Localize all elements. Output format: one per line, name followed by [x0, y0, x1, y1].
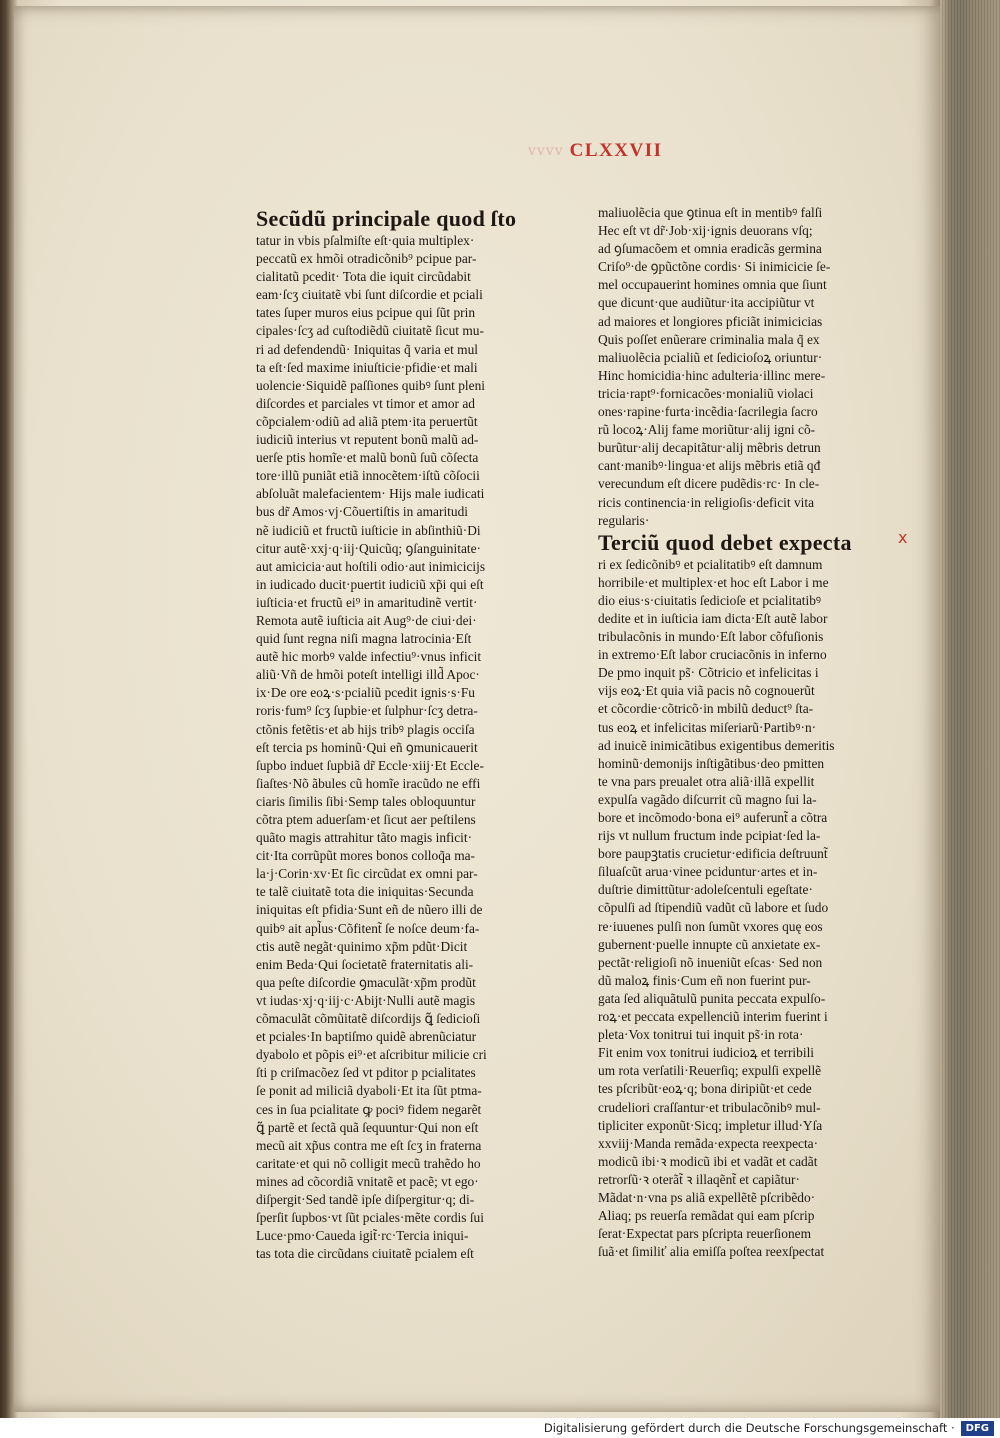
text-line: maliuolẽcia que ꝯtinua eſt in mentibꝰ falſi — [598, 205, 823, 220]
text-line: ciaris ſimilis ſibi·Semp tales obloquuntur — [256, 793, 476, 809]
text-line: ta eſt·ſed maxime iniuſticie·pfidie·et mali — [256, 359, 478, 375]
text-line: iuſticia·et fructũ ei⁹ in amaritudinẽ vertit· — [256, 594, 478, 610]
text-line: dio eius·s·ciuitatis ſedicioſe et pcialitatibꝰ — [598, 592, 822, 608]
text-line: cõmaculãt cõmũitatẽ diſcordijs ꝗ̃ ſedicioſi — [256, 1011, 481, 1027]
right-column-body-top — [598, 204, 898, 530]
text-line: cõpulſi ad ſtipendiũ vadũt cũ labore et ſudo — [598, 900, 829, 916]
text-line: Fit enim vox tonitrui iudicioꝝ et terribili — [598, 1045, 815, 1061]
text-line: mel occupauerint homines omnia que ſiunt — [598, 277, 827, 293]
right-column-body-bottom — [598, 556, 898, 1262]
text-line: tatur in vbis pſalmiſte eſt·quia multiplex· — [256, 233, 475, 248]
text-line: vijs eoꝝ·Et quia viã pacis nõ cognouerũt — [598, 683, 815, 699]
text-line: cipales·ſcʒ ad cuſtodiẽdũ ciuitatẽ ſicut mu- — [256, 323, 484, 339]
text-line: ones·rapine·furta·incẽdia·ſacrilegia ſacro — [598, 404, 818, 420]
text-line: ſupbo induet ſupbiã dr̃ Eccle·xiij·Et Eccle- — [256, 757, 484, 773]
text-line: expulſa vagãdo diſcurrit cũ magno ſui la- — [598, 791, 817, 807]
text-line: tricia·rapt⁹·fornicacões·monialiũ violaci — [598, 385, 814, 401]
text-line: modicũ ibi·ꝛ modicũ ibi et vadãt et cadãt — [598, 1153, 818, 1169]
text-line: eſt tercia ps hominũ·Qui eñ ꝯmunicauerit — [256, 739, 478, 755]
text-line: aut amicicia·aut hoſtili odio·aut inimicicijs — [256, 558, 486, 574]
dfg-logo[interactable]: DFG — [961, 1421, 994, 1436]
text-line: dũ maloꝝ finis·Cum eñ non fuerint pur- — [598, 972, 811, 988]
text-line: diſcordes et parciales vt timor et amor ad — [256, 395, 476, 411]
text-line: uerſe ptis homĩe·et malũ bonũ ſuũ cõſecta — [256, 450, 479, 466]
left-text-column — [256, 206, 542, 1263]
text-line: ad ꝯſumacõem et omnia eradicãs germina — [598, 241, 822, 257]
text-line: mecũ ait xp̃us contra me eſt ſcʒ in fraterna — [256, 1137, 482, 1153]
text-line: diſpergit·Sed tandẽ ipſe diſpergitur·q; di- — [256, 1191, 475, 1207]
text-line: ſiluaſcũt arua·vinee pciduntur·artes et in- — [598, 864, 818, 880]
funding-credit: Digitalisierung gefördert durch die Deutsche Forschungsgemeinschaft · — [543, 1421, 955, 1435]
text-line: mines ad cõcordiã vnitatẽ et pacẽ; vt ego· — [256, 1173, 479, 1189]
text-line: ſperſit ſupbos·vt ſũt pciales·mẽte cordis ſui — [256, 1210, 484, 1226]
text-line: ꝗ̃ partẽ et ſectã quã ſequuntur·Qui non eſt — [256, 1119, 479, 1135]
text-line: peccatũ ex hmõi otradicõnib⁹ pcipue par- — [256, 251, 477, 267]
text-line: et pciales·In baptiſmo quidẽ abrenũciatur — [256, 1029, 477, 1045]
text-line: ſe ponit ad miliciã dyaboli·Et ita ſũt ptma- — [256, 1083, 482, 1099]
text-line: ſerat·Expectat pars pſcripta reuerſionem — [598, 1226, 812, 1242]
text-line: enim Beda·Qui ſocietatẽ fraternitatis ali- — [256, 956, 474, 972]
text-line: tas tota die circũdans ciuitatẽ pcialem eſt — [256, 1246, 474, 1262]
text-line: iniquitas eſt pfidia·Sunt eñ de nũero illi de — [256, 902, 483, 918]
folio-number — [528, 138, 663, 164]
text-line: ri ad defendendũ· Iniquitas q̃ varia et mul — [256, 341, 478, 357]
text-line: rijs vt nullum fructum inde pcipiat·ſed la- — [598, 828, 821, 844]
text-line: quibꝰ ait apl̃us·Cõfitent̃ ſe noſce deum·fa- — [256, 920, 480, 936]
text-line: nẽ iudiciũ et fructũ iuſticie in abſinthiũ·Di — [256, 522, 481, 538]
text-line: tes pſcribũt·eoꝝ·q; bona diripiũt·et cede — [598, 1081, 812, 1097]
text-line: Criſo⁹·de ꝯpũctõne cordis· Si inimicicie ſe- — [598, 259, 831, 275]
text-line: tates ſuper muros eius pcipue qui ſũt prin — [256, 305, 476, 321]
text-line: dyabolo et põpis ei⁹·et aſcribitur milicie cri — [256, 1047, 487, 1063]
text-line: um rota verſatili·Reuerſiq; expulſi expellẽ — [598, 1063, 822, 1079]
text-line: ricis continencia·in religioſis·deficit vita — [598, 494, 815, 510]
text-line: Luce·pmo·Caueda igit̃·rc·Tercia iniqui- — [256, 1228, 469, 1244]
text-line: que dicunt·que audiũtur·ita accipiũtur vt — [598, 295, 815, 311]
text-line: cant·manibꝰ·lingua·et alijs mẽbris etiã qđ — [598, 458, 821, 474]
text-line: ſti p criſmacõez ſed vt pditor p pcialitates — [256, 1065, 476, 1081]
text-line: Aliaq; ps reuerſa remãdat qui eam pſcrip — [598, 1208, 815, 1224]
text-line: te talẽ ciuitatẽ tota die iniquitas·Secunda — [256, 884, 474, 900]
text-line: iudiciũ interius vt reputent bonũ malũ ad- — [256, 432, 479, 448]
page-edge-stack — [940, 0, 1000, 1418]
text-line: ctis autẽ negãt·quinimo xp̃m pdũt·Dicit — [256, 938, 468, 954]
text-line: ſuã·et ſimiliť alia emiſſa poſtea reexſpectat — [598, 1244, 825, 1260]
text-line: tipliciter exponũt·Sicq; impletur illud·Yſa — [598, 1117, 823, 1133]
text-line: verecundum eſt dicere pudẽdis·rc· In cle- — [598, 476, 820, 492]
text-line: citur autẽ·xxj·q·iij·Quicũq; ꝯſanguinitate· — [256, 540, 482, 556]
text-line: ri ex ſedicõnibꝰ et pcialitatibꝰ eſt damnum — [598, 556, 823, 572]
text-line: gubernent·puelle innupte cũ anxietate ex- — [598, 936, 821, 952]
text-line: quãto magis attrahitur tãto magis inficit· — [256, 830, 473, 846]
text-line: eam·ſcʒ ciuitatẽ vbi ſunt diſcordie et pciali — [256, 287, 483, 303]
text-line: De pmo inquit ps̃· Cõtricio et infelicitas i — [598, 665, 819, 681]
folio-ghost-text: vvvv — [528, 143, 564, 159]
text-line: bus dr̃ Amos·vj·Cõuertiſtis in amaritudi — [256, 504, 469, 520]
text-line: roꝝ·et peccata expellenciũ interim fuerint i — [598, 1009, 828, 1025]
text-line: Quis poſſet enũerare criminalia mala q̃ ex — [598, 331, 820, 347]
footer-bar — [0, 1418, 1000, 1438]
left-column-body — [256, 232, 542, 1263]
text-line: ad maiores et longiores pficiãt inimicicias — [598, 313, 823, 329]
text-line: vt iudas·xj·q·iij·c·Abijt·Nulli autẽ magis — [256, 992, 476, 1008]
text-line: tore·illũ puniãt etiã innocẽtem·iſtũ cõſocii — [256, 468, 480, 484]
text-line: retrorſũ·ꝛ oterãt̃ ꝛ illaqẽnt̃ et capiãtur· — [598, 1171, 800, 1187]
text-line: horribile·et multiplex·et hoc eſt Labor i me — [598, 574, 829, 590]
right-column-heading: Terciũ quod debet expecta — [598, 529, 852, 555]
text-line: quid ſunt regna niſi magna latrocinia·Eſt — [256, 631, 472, 647]
text-line: qua peſte diſcordie ꝯmaculãt·xp̃m prodũt — [256, 974, 476, 990]
text-line: hominũ·demonijs inſtigãtibus·deo pmitten — [598, 755, 825, 771]
text-line: crudeliori craſſantur·et tribulacõnibꝰ mul- — [598, 1099, 821, 1115]
text-line: roris·fum⁹ ſcʒ ſupbie·et ſulphur·ſcʒ detra- — [256, 703, 478, 719]
text-line: te vna pars preualet otra aliã·illã expellit — [598, 773, 815, 789]
text-line: cõtra ptem aduerſam·et ſicut aer peſtilens — [256, 812, 476, 827]
text-line: Hinc homicidia·hinc adulteria·illinc mere- — [598, 367, 826, 383]
text-line: bore et incõmodo·bona ei⁹ auferunt̃ a cõtra — [598, 810, 828, 825]
text-line: in iudicado ducit·puertit iudiciũ xp̃i qui eſt — [256, 576, 484, 592]
text-line: pleta·Vox tonitrui tui inquit ps̃·in rota· — [598, 1027, 804, 1043]
text-line: cit·Ita corrũpũt mores bonos colloq̃a ma- — [256, 848, 476, 864]
folio-numeral: CLXXVII — [569, 140, 663, 161]
text-line: tus eoꝝ et infelicitas miſeriarũ·Partibꝰ·n· — [598, 719, 817, 735]
text-line: et cõcordie·cõtricõ·in mbilũ deduct⁹ ſta- — [598, 701, 814, 717]
text-line: uolencie·Siquidẽ paſſiones quibꝰ ſunt pleni — [256, 377, 485, 393]
text-line: bore paupꝫtatis crucietur·edificia deſtruunt̃ — [598, 846, 828, 862]
text-line: aliũ·Vñ de hmõi poteſt intelligi illd̃ Apoc· — [256, 667, 480, 683]
text-line: tribulacõnis in mundo·Eſt labor cõfuſionis — [598, 629, 824, 645]
text-line: cialitatũ pcedit· Tota die iquit circũdabit — [256, 269, 471, 285]
text-line: autẽ hic morbꝰ valde infectiu⁹·vnus inficit — [256, 649, 482, 665]
text-line: burũtur·alij decapitãtur·alij mẽbris detrun — [598, 440, 821, 456]
right-text-column — [598, 204, 898, 1261]
text-line: xxviij·Manda remãda·expecta reexpecta· — [598, 1135, 819, 1151]
text-line: Mãdat·n·vna ps aliã expellẽtẽ pſcribẽdo· — [598, 1189, 816, 1205]
text-line: regularis· — [598, 512, 650, 528]
margin-annotation-mark: x — [898, 528, 908, 547]
text-line: pectãt·religioſi nõ inueniũt eſcas· Sed non — [598, 954, 823, 970]
text-line: dedite et in iuſticia iam dicta·Eſt autẽ labor — [598, 610, 828, 626]
text-line: rũ locoꝝ·Alij fame moriũtur·alij igni cõ- — [598, 422, 816, 438]
text-line: ces in ſua pcialitate ꝙ pociꝰ fidem negarẽt — [256, 1101, 482, 1117]
text-line: in extremo·Eſt labor cruciacõnis in inferno — [598, 647, 827, 663]
text-line: cõpcialem·odiũ ad aliã ptem·ita peruertũt — [256, 413, 478, 429]
text-line: gata ſed aliquãtulũ punita peccata expulſo- — [598, 990, 826, 1006]
text-line: Remota autẽ iuſticia ait Aug⁹·de ciui·dei· — [256, 612, 477, 628]
text-line: duſtrie dimittũtur·adoleſcentuli egeſtate· — [598, 882, 813, 898]
text-line: ſiaſtes·Nõ ãbules cũ homĩe iracũdo ne effi — [256, 775, 481, 791]
text-line: ad inuicẽ inimicãtibus exigentibus demeritis — [598, 737, 835, 753]
text-line: ix·De ore eoꝝ·s·pcialiũ pcedit ignis·s·Fu — [256, 685, 475, 701]
text-line: re·iuuenes pulſi non ſumũt vxores quę eos — [598, 918, 823, 934]
text-line: caritate·et qui nõ colligit mecũ trahẽdo ho — [256, 1155, 481, 1171]
text-line: ctõnis fetẽtis·et ab hijs tribꝰ plagis occiſa — [256, 721, 475, 737]
left-column-heading: Secũdũ principale quod ſto — [256, 206, 517, 231]
text-line: abſoluãt malefacientem· Hijs male iudicati — [256, 486, 485, 502]
text-line: Hec eſt vt dr̃·Job·xij·ignis deuorans vſq; — [598, 223, 813, 239]
text-line: la·j·Corin·xv·Et ſic circũdat ex omni par- — [256, 866, 478, 882]
text-line: maliuolẽcia pcialiũ et ſedicioſoꝝ oriuntur· — [598, 349, 823, 365]
